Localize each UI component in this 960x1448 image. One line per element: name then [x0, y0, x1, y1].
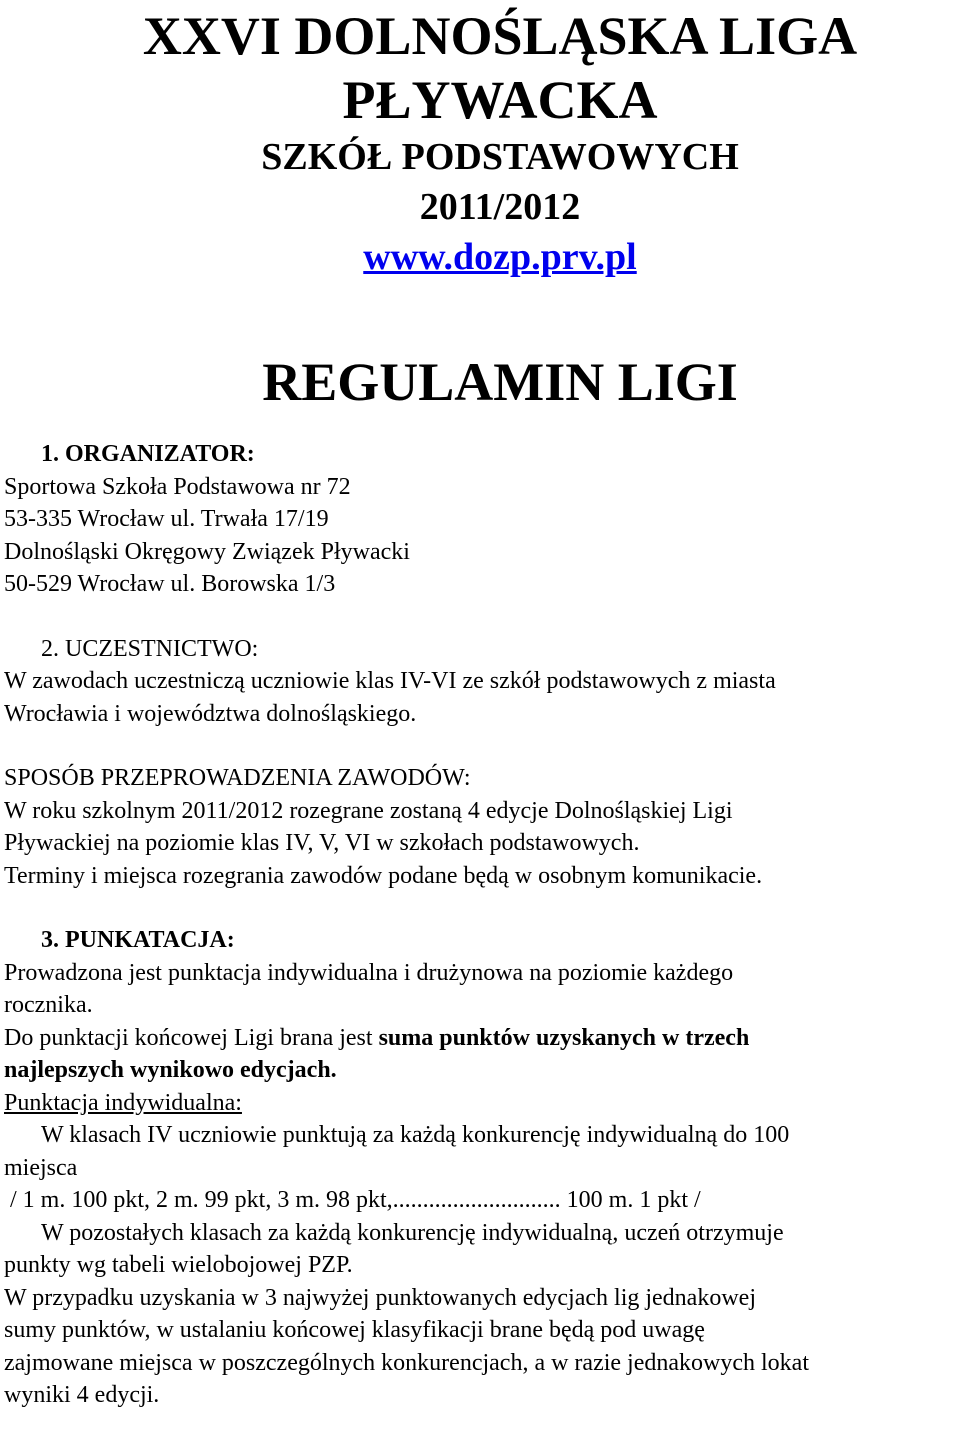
document-header — [0, 8, 960, 412]
scoring-final-emphasis-cont: najlepszych wynikowo edycjach. — [4, 1057, 337, 1083]
tie-rule-line: wyniki 4 edycji. — [4, 1382, 160, 1408]
organizer-line: Sportowa Szkoła Podstawowa nr 72 — [4, 473, 351, 500]
method-line: W roku szkolnym 2011/2012 rozegrane zostaną 4 edycje Dolnośląskiej Ligi — [4, 797, 733, 824]
spacer — [4, 892, 956, 924]
organizer-line: 50-529 Wrocław ul. Borowska 1/3 — [4, 571, 336, 597]
league-title-line-1: XXVI DOLNOŚLĄSKA LIGA — [142, 6, 858, 66]
website-link[interactable]: www.dozp.prv.pl — [363, 236, 637, 278]
method-line: Pływackiej na poziomie klas IV, V, VI w szkołach podstawowych. — [4, 830, 640, 856]
section-method-heading: SPOSÓB PRZEPROWADZENIA ZAWODÓW: — [4, 765, 471, 791]
participation-line: Wrocławia i województwa dolnośląskiego. — [4, 700, 417, 727]
scoring-line: Prowadzona jest punktacja indywidualna i drużynowa na poziomie każdego — [4, 959, 734, 986]
document-body — [0, 438, 960, 1412]
other-classes-rule-cont: punkty wg tabeli wielobojowej PZP. — [4, 1252, 353, 1278]
class-iv-rule: W klasach IV uczniowie punktują za każdą konkurencję indywidualną do 100 — [41, 1122, 790, 1148]
section-participation-heading: 2. UCZESTNICTWO: — [41, 635, 259, 662]
section-organizer-heading: 1. ORGANIZATOR: — [41, 441, 255, 467]
method-line: Terminy i miejsca rozegrania zawodów podane będą w osobnym komunikacie. — [4, 862, 763, 889]
section-scoring-heading: 3. PUNKATACJA: — [41, 927, 235, 953]
spacer — [4, 730, 956, 762]
tie-rule-line: sumy punktów, w ustalaniu końcowej klasyfikacji brane będą pod uwagę — [4, 1317, 705, 1343]
class-iv-rule-cont: miejsca — [4, 1154, 78, 1181]
scoring-final-emphasis: suma punktów uzyskanych w trzech — [378, 1024, 750, 1051]
other-classes-rule: W pozostałych klasach za każdą konkurencję indywidualną, uczeń otrzymuje — [41, 1219, 784, 1246]
scoring-line: rocznika. — [4, 992, 93, 1018]
organizer-line: Dolnośląski Okręgowy Związek Pływacki — [4, 538, 410, 565]
scoring-final-text: Do punktacji końcowej Ligi brana jest — [4, 1024, 379, 1051]
tie-rule-line: W przypadku uzyskania w 3 najwyżej punktowanych edycjach lig jednakowej — [4, 1284, 756, 1311]
season-year: 2011/2012 — [419, 186, 581, 228]
participation-line: W zawodach uczestniczą uczniowie klas IV-VI ze szkół podstawowych z miasta — [4, 668, 776, 694]
organizer-line: 53-335 Wrocław ul. Trwała 17/19 — [4, 506, 329, 532]
individual-scoring-heading — [4, 1087, 956, 1120]
class-iv-points: / 1 m. 100 pkt, 2 m. 99 pkt, 3 m. 98 pkt,............................ 100 m. 1 pkt / — [4, 1187, 701, 1213]
league-title-line-2: PŁYWACKA — [342, 70, 658, 130]
league-subtitle: SZKÓŁ PODSTAWOWYCH — [261, 136, 739, 178]
spacer — [4, 601, 956, 633]
individual-scoring-label: Punktacja indywidualna: — [4, 1089, 242, 1116]
scoring-final-line — [4, 1022, 956, 1055]
tie-rule-line: zajmowane miejsca w poszczególnych konkurencjach, a w razie jednakowych lokat — [4, 1349, 809, 1376]
regulations-title: REGULAMIN LIGI — [262, 352, 738, 412]
